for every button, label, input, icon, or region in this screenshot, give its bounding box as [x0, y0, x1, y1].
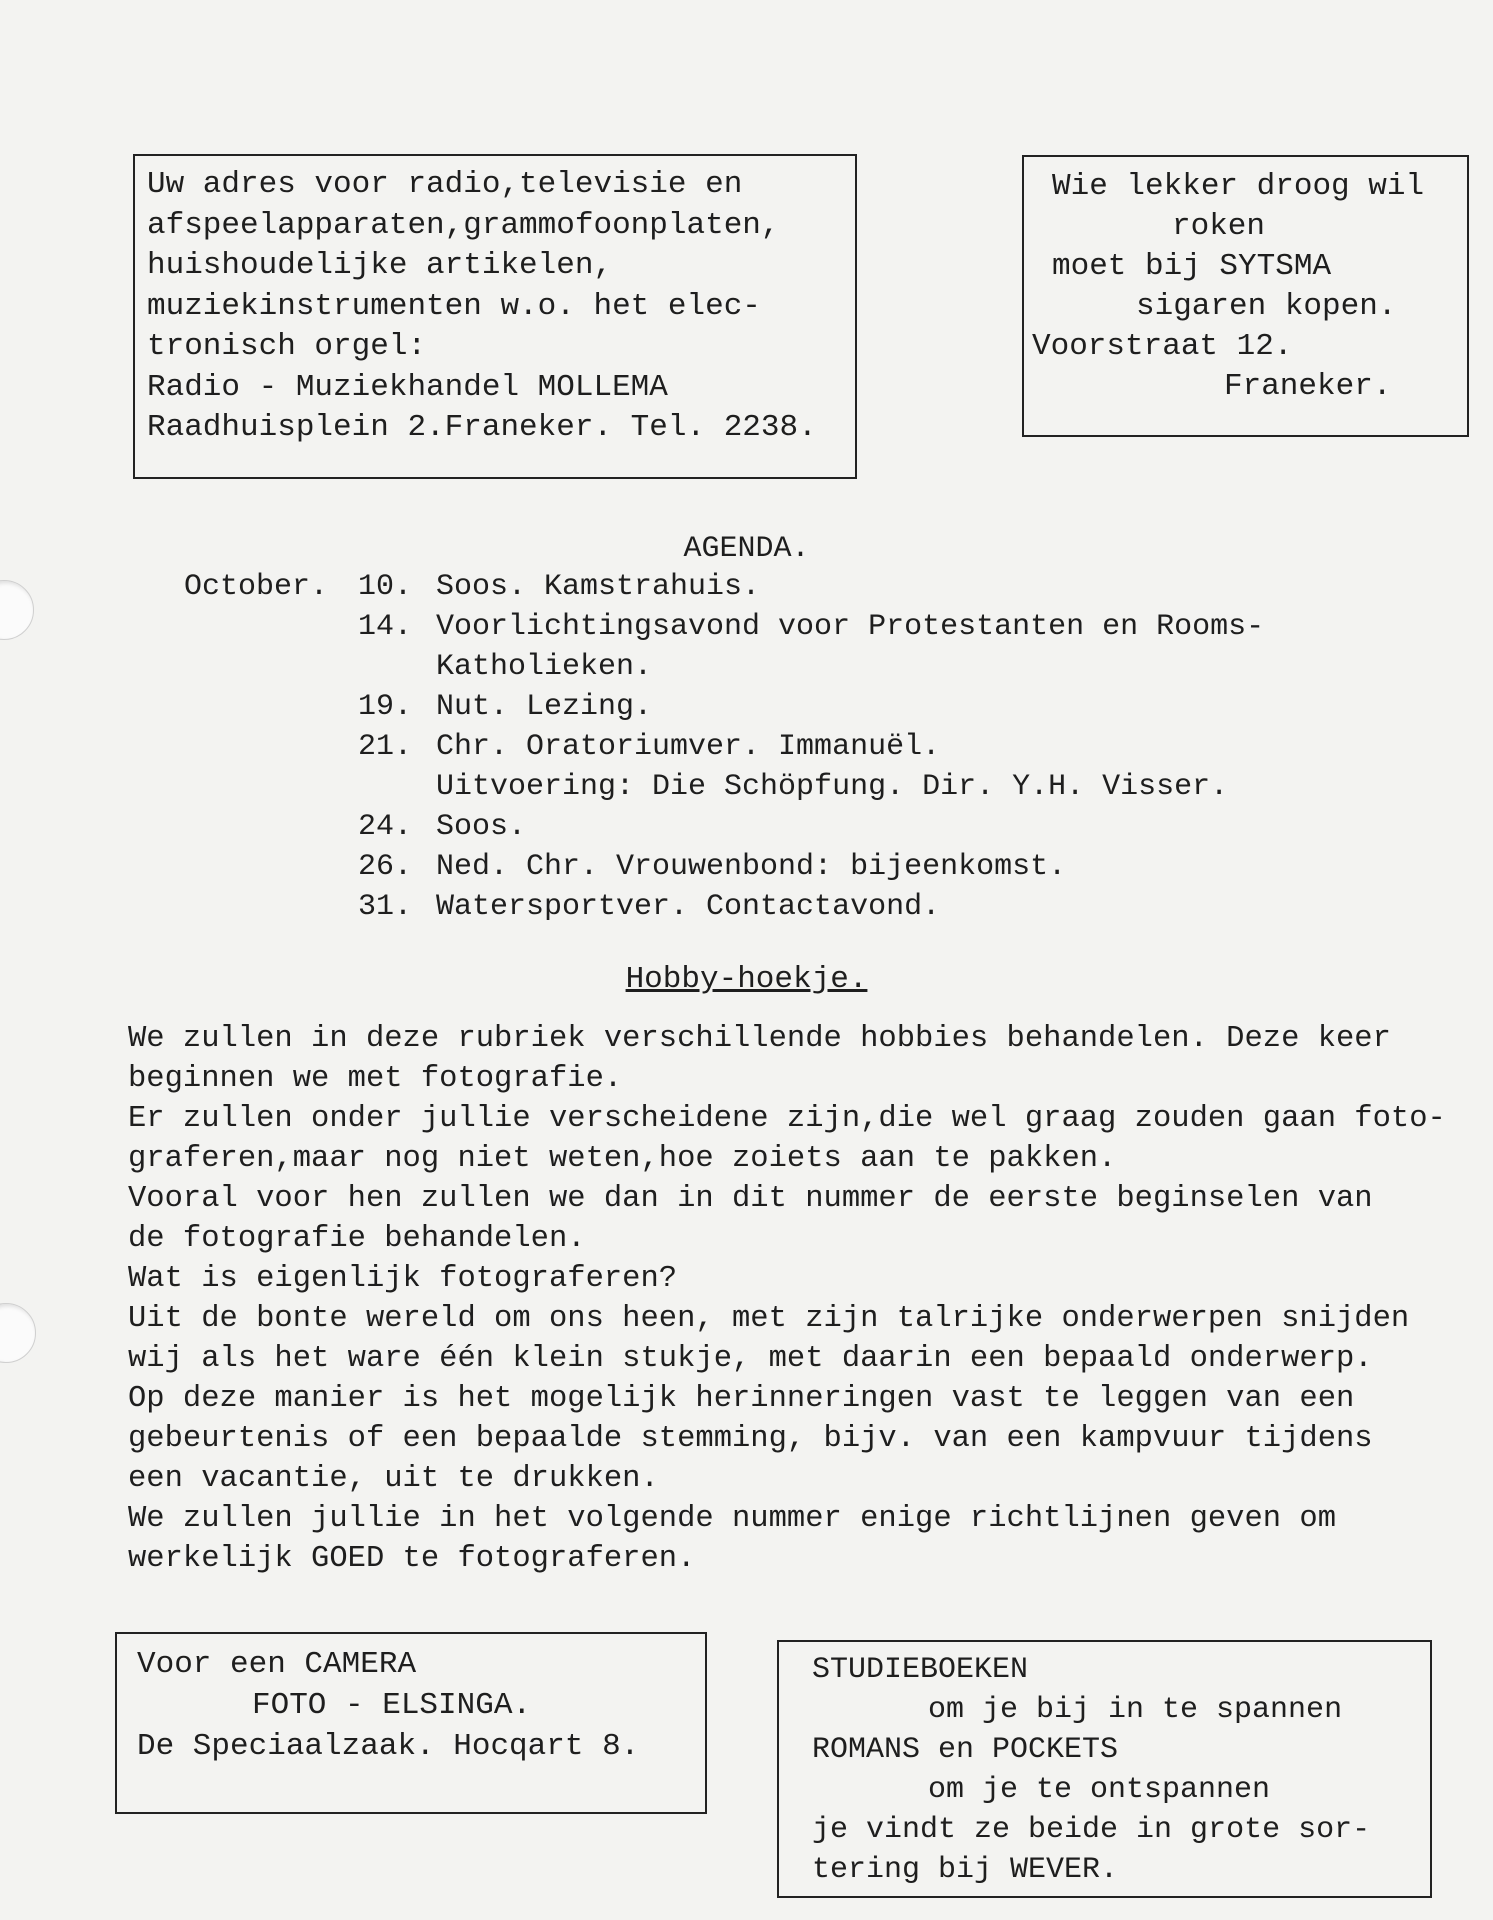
agenda-text: Nut. Lezing.: [436, 690, 653, 724]
agenda-text: Soos. Kamstrahuis.: [436, 570, 761, 604]
agenda-text: Katholieken.: [436, 650, 653, 684]
agenda-day: 26.: [358, 850, 413, 884]
agenda-item: [358, 647, 1264, 687]
ad-line: Raadhuisplein 2.Franeker. Tel. 2238.: [147, 410, 817, 445]
agenda-item: [358, 567, 1264, 607]
agenda-text: Voorlichtingsavond voor Protestanten en Rooms-: [436, 610, 1265, 644]
agenda-list: [358, 567, 1264, 927]
hobby-line: werkelijk GOED te fotograferen.: [128, 1542, 696, 1576]
agenda-day: 21.: [358, 730, 413, 764]
ad-line: tronisch orgel:: [147, 329, 427, 364]
ad-line: roken: [1172, 209, 1266, 244]
ad-line: FOTO - ELSINGA.: [252, 1688, 532, 1723]
hobby-line: beginnen we met fotografie.: [128, 1062, 623, 1096]
agenda-day: 31.: [358, 890, 413, 924]
agenda-text: Uitvoering: Die Schöpfung. Dir. Y.H. Visser.: [436, 770, 1229, 804]
agenda-item: [358, 807, 1264, 847]
agenda-title: AGENDA.: [683, 532, 810, 566]
agenda-day: [358, 647, 436, 687]
ad-sytsma: [1022, 155, 1469, 437]
ad-line: je vindt ze beide in grote sor-: [812, 1813, 1371, 1847]
agenda-item: [358, 767, 1264, 807]
hobby-line: Vooral voor hen zullen we dan in dit nummer de eerste beginselen van: [128, 1182, 1373, 1216]
hobby-line: Uit de bonte wereld om ons heen, met zijn talrijke onderwerpen snijden: [128, 1302, 1410, 1336]
agenda-text: Chr. Oratoriumver. Immanuël.: [436, 730, 941, 764]
punch-hole-top: [0, 580, 34, 640]
agenda-day: [358, 767, 436, 807]
agenda-day: 10.: [358, 570, 413, 604]
agenda-text: Watersportver. Contactavond.: [436, 890, 941, 924]
ad-elsinga: [115, 1632, 707, 1814]
ad-line: afspeelapparaten,grammofoonplaten,: [147, 207, 780, 243]
hobby-line: Wat is eigenlijk fotograferen?: [128, 1262, 678, 1296]
hobby-line: Op deze manier is het mogelijk herinneringen vast te leggen van een: [128, 1382, 1355, 1416]
hobby-line: de fotografie behandelen.: [128, 1222, 586, 1256]
ad-line: Wie lekker droog wil: [1052, 169, 1425, 204]
ad-line: Franeker.: [1224, 369, 1392, 404]
agenda-item: [358, 727, 1264, 767]
hobby-line: gebeurtenis of een bepaalde stemming, bijv. van een kampvuur tijdens: [128, 1422, 1373, 1456]
agenda-item: [358, 887, 1264, 927]
ad-line: om je te ontspannen: [928, 1773, 1271, 1807]
hobby-line: een vacantie, uit te drukken.: [128, 1462, 659, 1496]
hobby-title: Hobby-hoekje.: [625, 962, 868, 997]
agenda-day: 19.: [358, 690, 413, 724]
agenda-item: [358, 687, 1264, 727]
hobby-line: wij als het ware één klein stukje, met daarin een bepaald onderwerp.: [128, 1342, 1373, 1376]
hobby-line: We zullen jullie in het volgende nummer enige richtlijnen geven om: [128, 1502, 1336, 1536]
agenda-day: 14.: [358, 610, 413, 644]
agenda-day: 24.: [358, 810, 413, 844]
ad-line: huishoudelijke artikelen,: [147, 248, 613, 283]
agenda-text: Ned. Chr. Vrouwenbond: bijeenkomst.: [436, 850, 1067, 884]
agenda-item: [358, 847, 1264, 887]
hobby-line: graferen,maar nog niet weten,hoe zoiets aan te pakken.: [128, 1142, 1117, 1176]
ad-line: ROMANS en POCKETS: [812, 1733, 1119, 1767]
ad-line: Voorstraat 12.: [1032, 329, 1293, 364]
hobby-line: Er zullen onder jullie verscheidene zijn,die wel graag zouden gaan foto-: [128, 1102, 1446, 1136]
hobby-body: [128, 1019, 1473, 1579]
ad-line: om je bij in te spannen: [928, 1693, 1343, 1727]
ad-line: Radio - Muziekhandel MOLLEMA: [147, 369, 668, 405]
ad-line: STUDIEBOEKEN: [812, 1653, 1029, 1687]
ad-line: muziekinstrumenten w.o. het elec-: [147, 288, 761, 324]
ad-mollema: [133, 154, 857, 479]
agenda-month: October.: [184, 570, 329, 604]
ad-line: Uw adres voor radio,televisie en: [147, 167, 743, 202]
ad-line: Voor een CAMERA: [137, 1647, 417, 1682]
agenda-text: Soos.: [436, 810, 527, 844]
punch-hole-bottom: [0, 1303, 36, 1363]
hobby-line: We zullen in deze rubriek verschillende hobbies behandelen. Deze keer: [128, 1022, 1391, 1056]
ad-line: sigaren kopen.: [1136, 289, 1397, 324]
agenda-item: [358, 607, 1264, 647]
ad-line: De Speciaalzaak. Hocqart 8.: [137, 1729, 640, 1764]
ad-line: tering bij WEVER.: [812, 1853, 1119, 1887]
ad-wever: [777, 1640, 1432, 1898]
ad-line: moet bij SYTSMA: [1052, 249, 1332, 284]
